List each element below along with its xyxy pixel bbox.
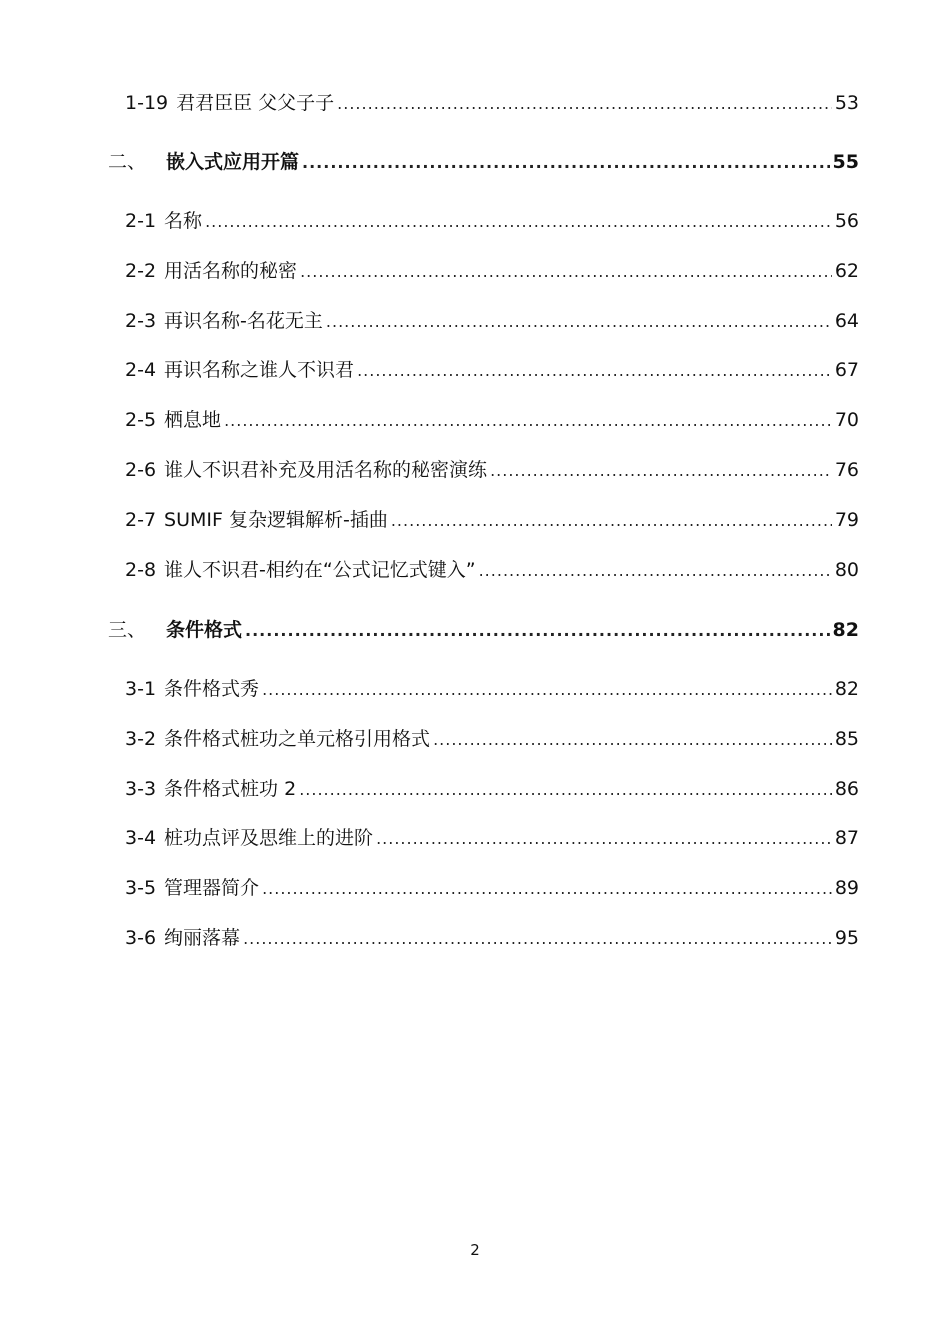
toc-entry-title: 条件格式秀 (164, 678, 260, 700)
toc-entry-number: 3-6 (125, 927, 157, 949)
toc-entry[interactable] (125, 777, 859, 801)
toc-entry-title: 谁人不识君补充及用活名称的秘密演练 (164, 459, 488, 481)
toc-entry-number: 3-5 (125, 877, 157, 899)
toc-chapter-entry[interactable] (108, 618, 859, 642)
toc-entry-page: 76 (834, 459, 859, 481)
toc-dot-leader (490, 459, 832, 483)
toc-entry-number: 2-4 (125, 359, 157, 381)
toc-entry[interactable] (125, 727, 859, 751)
toc-entry-page: 79 (834, 509, 859, 531)
toc-dot-leader (376, 827, 832, 851)
toc-chapter-entry[interactable] (108, 150, 859, 174)
toc-entry-page: 70 (834, 409, 859, 431)
toc-chapter-page: 55 (832, 151, 859, 173)
toc-entry[interactable] (125, 458, 859, 482)
toc-entry-number: 2-6 (125, 459, 157, 481)
toc-dot-leader (243, 927, 832, 951)
toc-entry-number: 3-3 (125, 778, 157, 800)
toc-entry[interactable] (125, 826, 859, 850)
toc-entry-page: 53 (834, 92, 859, 114)
toc-dot-leader (299, 778, 832, 802)
toc-entry-number: 3-2 (125, 728, 157, 750)
toc-entry[interactable] (125, 91, 859, 115)
toc-dot-leader (224, 409, 832, 433)
toc-dot-leader (205, 210, 832, 234)
toc-entry-title: SUMIF 复杂逻辑解析-插曲 (164, 509, 388, 531)
toc-entry-title: 栖息地 (164, 409, 222, 431)
toc-entry-title: 桩功点评及思维上的进阶 (164, 827, 374, 849)
toc-entry-page: 87 (834, 827, 859, 849)
toc-entry-number: 2-5 (125, 409, 157, 431)
toc-entry-title: 君君臣臣 父父子子 (176, 92, 335, 114)
toc-entry-number: 3-1 (125, 678, 157, 700)
toc-entry-page: 64 (834, 310, 859, 332)
toc-chapter-title: 条件格式 (166, 619, 243, 641)
toc-entry[interactable] (125, 408, 859, 432)
toc-dot-leader (262, 678, 832, 702)
toc-dot-leader (479, 559, 832, 583)
toc-chapter-title: 嵌入式应用开篇 (166, 151, 300, 173)
toc-entry-page: 89 (834, 877, 859, 899)
toc-chapter-number: 二、 (108, 151, 147, 173)
toc-dot-leader (357, 359, 832, 383)
toc-entry-page: 85 (834, 728, 859, 750)
toc-dot-leader (391, 509, 832, 533)
toc-entry[interactable] (125, 508, 859, 532)
toc-entry-title: 名称 (164, 210, 203, 232)
toc-entry-page: 62 (834, 260, 859, 282)
toc-entry-number: 2-7 (125, 509, 157, 531)
toc-entry-number: 2-2 (125, 260, 157, 282)
toc-entry[interactable] (125, 358, 859, 382)
toc-entry-page: 86 (834, 778, 859, 800)
toc-entry-number: 1-19 (125, 92, 169, 114)
toc-entry[interactable] (125, 259, 859, 283)
toc-dot-leader (337, 92, 832, 116)
toc-entry-number: 3-4 (125, 827, 157, 849)
toc-entry[interactable] (125, 209, 859, 233)
toc-entry-title: 再识名称之谁人不识君 (164, 359, 355, 381)
toc-dot-leader (326, 310, 832, 334)
toc-entry-title: 谁人不识君-相约在“公式记忆式键入” (164, 559, 476, 581)
toc-entry[interactable] (125, 926, 859, 950)
toc-chapter-page: 82 (832, 619, 859, 641)
toc-entry-title: 绚丽落幕 (164, 927, 241, 949)
toc-entry-number: 2-3 (125, 310, 157, 332)
toc-entry-title: 条件格式桩功 2 (164, 778, 297, 800)
toc-entry[interactable] (125, 558, 859, 582)
toc-entry-page: 67 (834, 359, 859, 381)
toc-entry-page: 82 (834, 678, 859, 700)
toc-entry-title: 条件格式桩功之单元格引用格式 (164, 728, 431, 750)
toc-dot-leader (433, 728, 832, 752)
toc-entry-title: 管理器简介 (164, 877, 260, 899)
toc-entry-title: 再识名称-名花无主 (164, 310, 323, 332)
toc-entry[interactable] (125, 876, 859, 900)
toc-entry[interactable] (125, 677, 859, 701)
toc-entry-page: 56 (834, 210, 859, 232)
toc-entry-number: 2-8 (125, 559, 157, 581)
toc-dot-leader (302, 151, 830, 175)
toc-entry-title: 用活名称的秘密 (164, 260, 298, 282)
toc-entry-page: 95 (834, 927, 859, 949)
footer-page-number: 2 (470, 1241, 480, 1259)
toc-entry-number: 2-1 (125, 210, 157, 232)
toc-entry-page: 80 (834, 559, 859, 581)
toc-dot-leader (300, 260, 832, 284)
toc-entry[interactable] (125, 309, 859, 333)
toc-chapter-number: 三、 (108, 619, 147, 641)
toc-dot-leader (245, 619, 830, 643)
toc-dot-leader (262, 877, 832, 901)
